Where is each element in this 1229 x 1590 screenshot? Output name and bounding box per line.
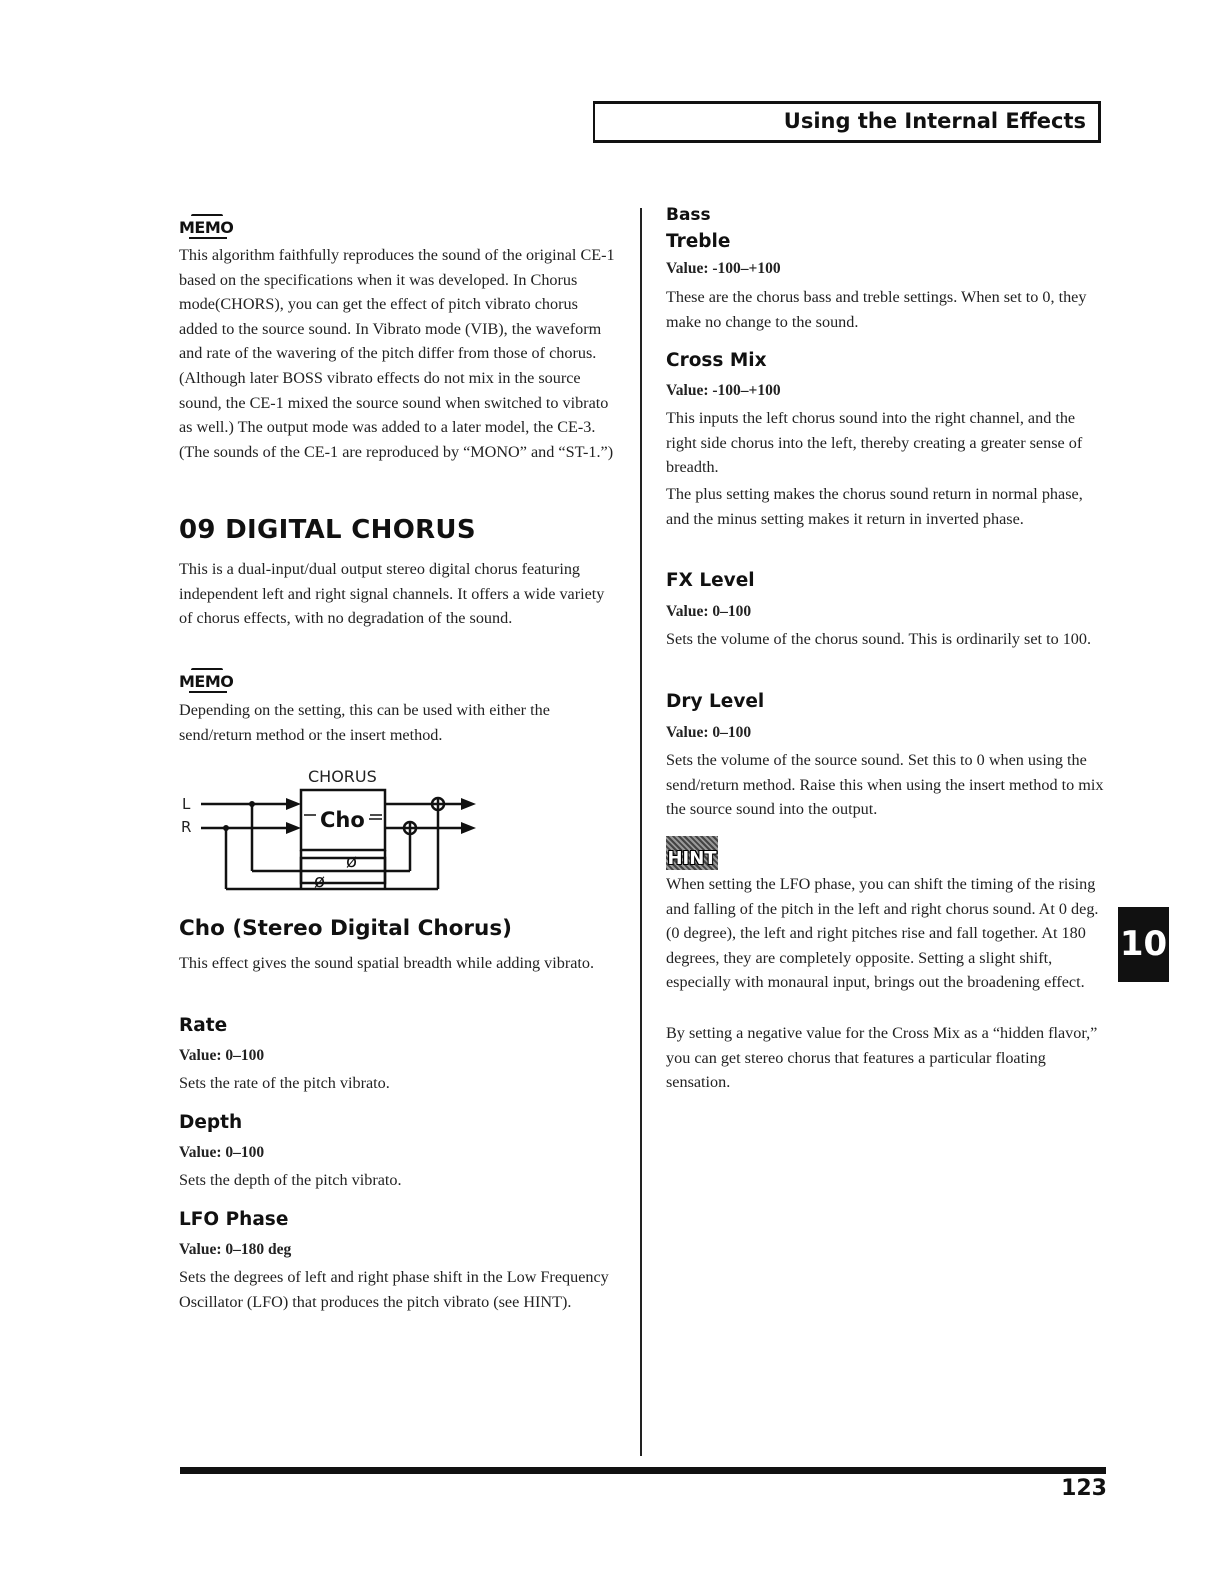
param-name-depth: Depth <box>179 1112 243 1133</box>
memo-badge <box>179 214 233 237</box>
param-desc-fx-level: Sets the volume of the chorus sound. This is ordinarily set to 100. <box>666 630 1092 648</box>
chorus-diagram <box>176 762 496 892</box>
memo-badge-label: MEMO <box>179 672 234 691</box>
memo-text: This algorithm faithfully reproduces the sound of the original CE-1 based on the specifications when it was developed. In Chorus mode(CHORS), you can get the effect of pitch vibrato chorus added to the source sound. In Vibrato mode (VIB), the waveform and rate of the wavering of the pitch differ from those of chorus. (Although later BOSS vibrato effects do not mix in the source sound, the CE-1 mixed the source sound when switched to vibrato as well.) The output mode was added to a later model, the CE-3. (The sounds of the CE-1 are reproduced by “MONO” and “ST-1.”) <box>179 246 615 461</box>
hint-badge-label: HINT <box>667 848 717 869</box>
column-divider <box>640 208 642 1456</box>
param-name-lfo-phase: LFO Phase <box>179 1209 289 1230</box>
param-value-cross-mix: Value: -100–+100 <box>666 382 781 399</box>
param-name-cross-mix: Cross Mix <box>666 350 767 371</box>
chorus-diagram-svg <box>176 762 496 892</box>
param-desc-cross-mix: This inputs the left chorus sound into the right channel, and the right side chorus into the left, thereby creating a greater sense of breadth. <box>666 409 1083 477</box>
param-name-dry-level: Dry Level <box>666 691 765 712</box>
hint-icon <box>666 836 718 870</box>
param-desc-rate: Sets the rate of the pitch vibrato. <box>179 1074 390 1092</box>
phase-invert-symbol: ø <box>346 851 358 872</box>
memo-badge-2 <box>179 668 233 691</box>
footer-rule <box>180 1467 1106 1474</box>
subsection-title: Cho (Stereo Digital Chorus) <box>179 916 512 941</box>
param-name-treble: Treble <box>666 231 731 252</box>
param-desc-bass-treble: These are the chorus bass and treble settings. When set to 0, they make no change to the sound. <box>666 288 1087 331</box>
param-value-lfo-phase: Value: 0–180 deg <box>179 1241 292 1258</box>
hint-text: When setting the LFO phase, you can shift the timing of the rising and falling of the pitch in the left and right chorus sound. At 0 deg. (0 degree), the left and right pitches rise and fall together. At 180 degrees, they are completely opposite. Setting a slight shift, especially with monaural input, brings out the broadening effect. <box>666 875 1099 992</box>
section-intro: This is a dual-input/dual output stereo digital chorus featuring independent left and right signal channels. It offers a wide variety of chorus effects, with no degradation of the sound. <box>179 560 605 628</box>
hint-badge <box>666 836 718 870</box>
phase-invert-symbol: ø <box>314 871 326 892</box>
subsection-intro: This effect gives the sound spatial breadth while adding vibrato. <box>179 954 595 972</box>
param-desc-cross-mix-2: The plus setting makes the chorus sound return in normal phase, and the minus setting makes it return in inverted phase. <box>666 485 1083 528</box>
diagram-title: CHORUS <box>308 767 377 786</box>
memo-text-2: Depending on the setting, this can be used with either the send/return method or the insert method. <box>179 701 550 744</box>
diagram-input-l: L <box>182 795 191 813</box>
param-desc-dry-level: Sets the volume of the source sound. Set this to 0 when using the send/return method. Raise this when using the insert method to mix the source sound into the output. <box>666 751 1104 819</box>
param-desc-depth: Sets the depth of the pitch vibrato. <box>179 1171 402 1189</box>
page-number: 123 <box>1061 1476 1107 1501</box>
chapter-tab: 10 <box>1118 907 1169 982</box>
hint-text-2: By setting a negative value for the Cross Mix as a “hidden flavor,” you can get stereo chorus that features a particular floating sensation. <box>666 1024 1098 1092</box>
param-name-fx-level: FX Level <box>666 570 755 591</box>
diagram-block-label: Cho <box>320 808 365 832</box>
param-value-fx-level: Value: 0–100 <box>666 603 752 620</box>
page-header-title: Using the Internal Effects <box>783 109 1086 133</box>
param-value-rate: Value: 0–100 <box>179 1047 265 1064</box>
param-value-depth: Value: 0–100 <box>179 1144 265 1161</box>
param-value-dry-level: Value: 0–100 <box>666 724 752 741</box>
param-name-bass: Bass <box>666 205 711 225</box>
memo-icon <box>179 214 233 238</box>
param-value-bass-treble: Value: -100–+100 <box>666 260 781 277</box>
diagram-input-r: R <box>181 818 192 836</box>
header-box <box>593 101 1101 143</box>
param-desc-lfo-phase: Sets the degrees of left and right phase shift in the Low Frequency Oscillator (LFO) that produces the pitch vibrato (see HINT). <box>179 1268 609 1311</box>
section-title: 09 DIGITAL CHORUS <box>179 515 476 545</box>
param-name-rate: Rate <box>179 1015 228 1036</box>
memo-icon <box>179 668 233 692</box>
memo-badge-label: MEMO <box>179 218 234 237</box>
